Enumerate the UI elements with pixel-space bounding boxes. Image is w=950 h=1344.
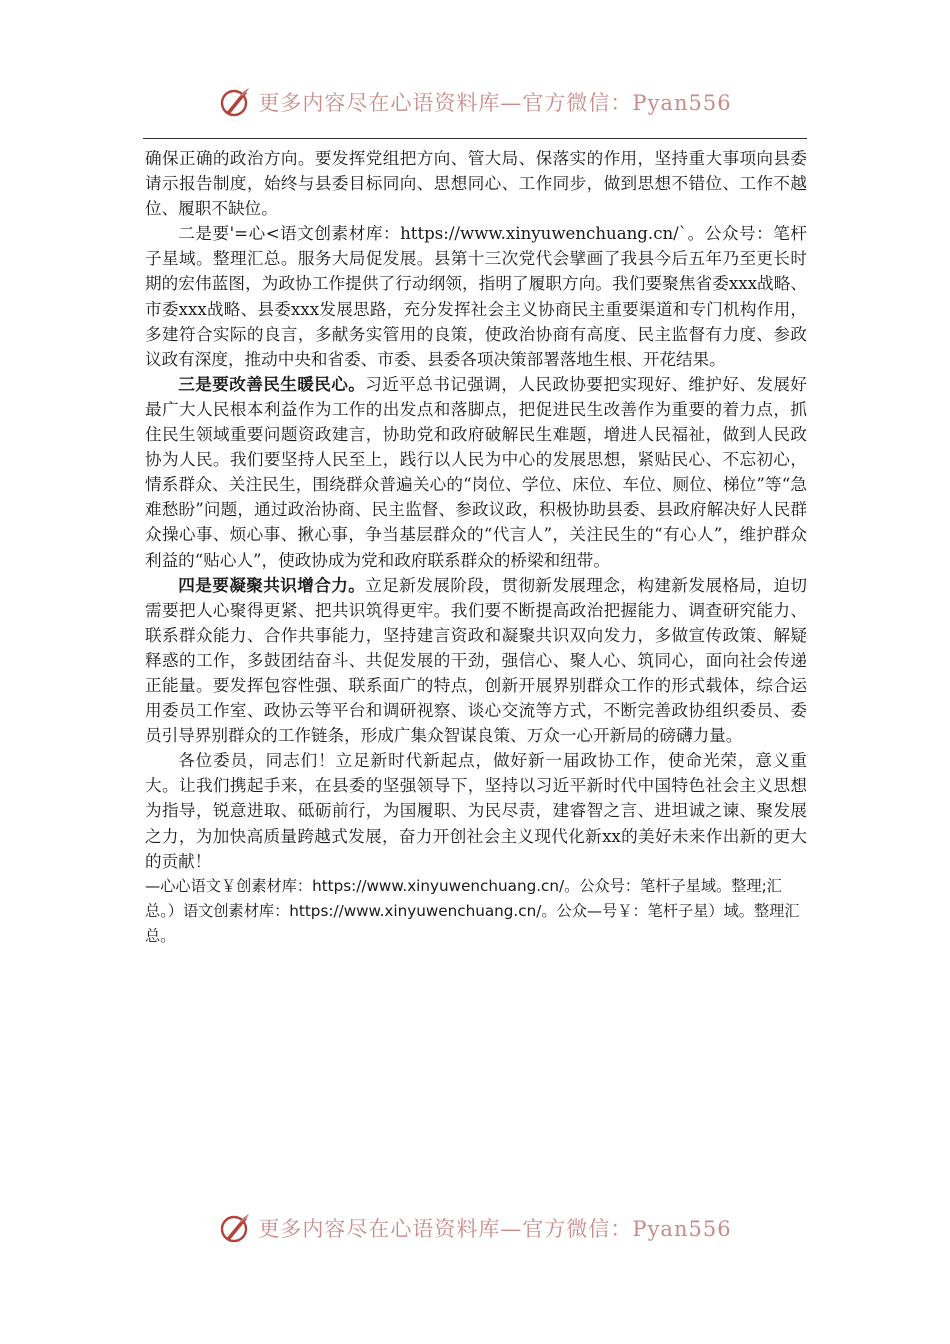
paragraph-third: [145, 372, 807, 573]
quill-logo-icon: [218, 1211, 252, 1245]
header-divider: [143, 138, 807, 139]
paragraph-fourth: [145, 573, 807, 749]
footer-banner-text: 更多内容尽在心语资料库—官方微信：Pyan556: [258, 1217, 732, 1241]
paragraph-fourth-body: 立足新发展阶段，贯彻新发展理念，构建新发展格局，迫切需要把人心聚得更紧、把共识筑得更牢。我们要不断提高政治把握能力、调查研究能力、联系群众能力、合作共事能力，坚持建言资政和凝聚共识双向发力，多做宣传政策、解疑释惑的工作，多鼓团结奋斗、共促发展的干劲，强信心、聚人心、筑同心，面向社会传递正能量。要发挥包容性强、联系面广的特点，创新开展界别群众工作的形式载体，综合运用委员工作室、政协云等平台和调研视察、谈心交流等方式，不断完善政协组织委员、委员引导界别群众的工作链条，形成广集众智谋良策、万众一心开新局的磅礴力量。: [145, 575, 808, 746]
footer-banner: [0, 1208, 950, 1248]
paragraph-closing: 各位委员，同志们！立足新时代新起点，做好新一届政协工作，使命光荣，意义重大。让我们携起手来，在县委的坚强领导下，坚持以习近平新时代中国特色社会主义思想为指导，锐意进取、砥砺前行，为国履职、为民尽责，建睿智之言、进坦诚之谏、聚发展之力，为加快高质量跨越式发展，奋力开创社会主义现代化新xx的美好未来作出新的更大的贡献！: [145, 751, 807, 871]
quill-logo-icon: [218, 85, 252, 119]
paragraph-fourth-heading: 四是要凝聚共识增合力。: [178, 574, 366, 595]
paragraph-second: 二是要'=心<语文创素材库：https://www.xinyuwenchuang.cn/`。公众号：笔杆子星域。整理汇总。服务大局促发展。县第十三次党代会擘画了我县今后五年乃至更长时期的宏伟蓝图，为政协工作提供了行动纲领，指明了履职方向。我们要聚焦省委xxx战略、市委xxx战略、县委xxx发展思路，充分发挥社会主义协商民主重要渠道和专门机构作用，多建符合实际的良言，多献务实管用的良策，使政治协商有高度、民主监督有力度、参政议政有深度，推动中央和省委、市委、县委各项决策部署落地生根、开花结果。: [145, 224, 807, 369]
paragraph-third-body: 习近平总书记强调，人民政协要把实现好、维护好、发展好最广大人民根本利益作为工作的出发点和落脚点，把促进民生改善作为重要的着力点，抓住民生领域重要问题资政建言，协助党和政府破解民生难题，增进人民福祉，做到人民政协为人民。我们要坚持人民至上，践行以人民为中心的发展思想，紧贴民心、不忘初心，情系群众、关注民生，围绕群众普遍关心的“岗位、学位、床位、车位、厕位、梯位”等“急难愁盼”问题，通过政治协商、民主监督、参政议政，积极协助县委、县政府解决好人民群众操心事、烦心事、揪心事，争当基层群众的“代言人”，关注民生的“有心人”，维护群众利益的“贴心人”，使政协成为党和政府联系群众的桥梁和纽带。: [145, 374, 808, 570]
header-banner: [0, 82, 950, 122]
document-body: [145, 146, 807, 949]
paragraph-third-heading: 三是要改善民生暖民心。: [178, 373, 366, 394]
source-footnote: —心心语文￥创素材库：https://www.xinyuwenchuang.cn/。公众号：笔杆子星域。整理;汇总。）语文创素材库：https://www.xinyuwenchuang.cn/。公众—号￥：笔杆子星）域。整理汇总。: [145, 876, 800, 945]
header-banner-text: 更多内容尽在心语资料库—官方微信：Pyan556: [258, 91, 732, 115]
paragraph-continuation: 确保正确的政治方向。要发挥党组把方向、管大局、保落实的作用，坚持重大事项向县委请示报告制度，始终与县委目标同向、思想同心、工作同步，做到思想不错位、工作不越位、履职不缺位。: [145, 149, 807, 219]
